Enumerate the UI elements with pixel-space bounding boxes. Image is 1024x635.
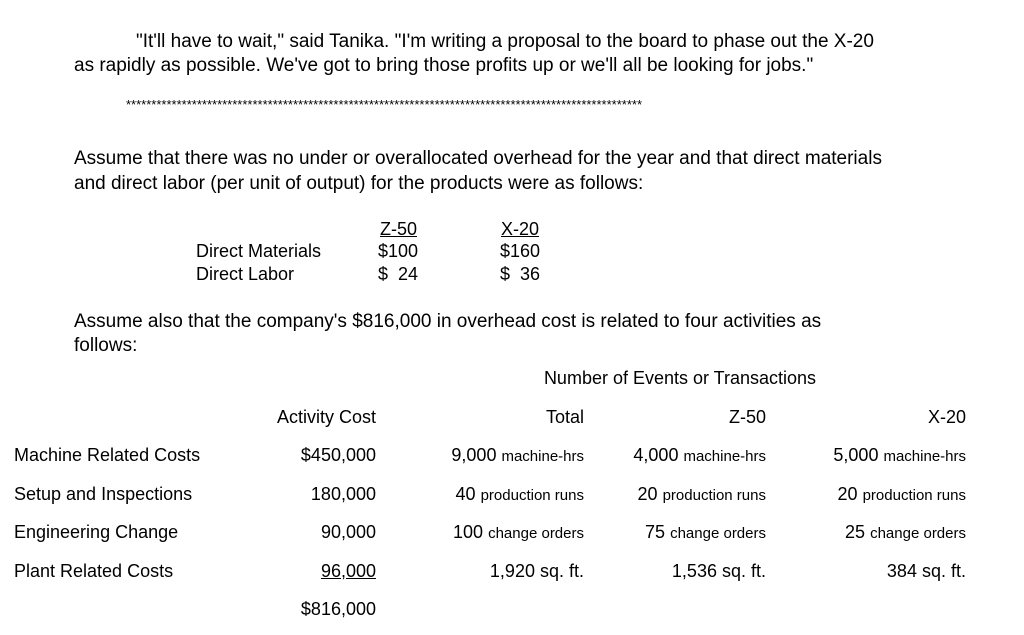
- total-unit: machine-hrs: [501, 448, 584, 465]
- row-label-plant: Plant Related Costs: [14, 561, 174, 581]
- direct-costs-header-x20: X-20: [501, 219, 540, 239]
- total-activity-cost: $816,000: [300, 599, 376, 619]
- row-x20-machine: [786, 444, 966, 468]
- direct-costs-header-z50: Z-50: [380, 219, 418, 239]
- z50-number: 75: [645, 522, 666, 542]
- row-cost-machine: $450,000: [300, 445, 376, 465]
- direct-labor-z50: $ 24: [378, 264, 419, 284]
- header-x20: X-20: [927, 407, 966, 427]
- row-z50-setup: [586, 483, 766, 507]
- row-cost-engineering: 90,000: [320, 522, 376, 542]
- separator: ******************************************************************************************************: [126, 97, 643, 112]
- assume-line-2: and direct labor (per unit of output) for the products were as follows:: [74, 173, 644, 194]
- row-cost-plant: 96,000: [320, 561, 376, 581]
- assume2-line-2: follows:: [74, 335, 138, 356]
- row-label-machine: Machine Related Costs: [14, 445, 201, 465]
- header-activity-cost: Activity Cost: [276, 407, 376, 427]
- row-x20-engineering: [786, 521, 966, 545]
- x20-number: 20: [837, 484, 858, 504]
- header-total: Total: [545, 407, 584, 427]
- x20-unit: production runs: [862, 487, 966, 504]
- quote-line-2: as rapidly as possible. We've got to bring those profits up or we'll all be looking for jobs.": [74, 55, 814, 76]
- row-label-engineering: Engineering Change: [14, 522, 179, 542]
- total-unit: change orders: [488, 525, 584, 542]
- x20-unit: change orders: [870, 525, 966, 542]
- row-z50-machine: [586, 444, 766, 468]
- row-z50-engineering: [586, 521, 766, 545]
- z50-unit: change orders: [670, 525, 766, 542]
- row-z50-plant: [586, 560, 766, 582]
- x20-unit: machine-hrs: [883, 448, 966, 465]
- quote-line-1: "It'll have to wait," said Tanika. "I'm writing a proposal to the board to phase out the X-20: [136, 31, 874, 52]
- header-z50: Z-50: [728, 407, 766, 427]
- z50-number: 20: [637, 484, 658, 504]
- direct-materials-x20: $160: [500, 241, 541, 261]
- row-x20-plant: [786, 560, 966, 582]
- row-total-plant: [404, 560, 584, 582]
- direct-labor-x20: $ 36: [500, 264, 541, 284]
- row-cost-setup: 180,000: [310, 484, 376, 504]
- direct-materials-z50: $100: [378, 241, 419, 261]
- row-total-machine: [404, 444, 584, 468]
- z50-unit: sq. ft.: [721, 561, 766, 581]
- x20-number: 5,000: [833, 445, 879, 465]
- x20-number: 384: [886, 561, 917, 581]
- x20-number: 25: [845, 522, 866, 542]
- events-group-header: Number of Events or Transactions: [543, 368, 817, 388]
- z50-unit: production runs: [662, 487, 766, 504]
- total-number: 40: [455, 484, 476, 504]
- z50-number: 4,000: [633, 445, 679, 465]
- row-total-setup: [404, 483, 584, 507]
- row-total-engineering: [404, 521, 584, 545]
- row-x20-setup: [786, 483, 966, 507]
- direct-materials-label: Direct Materials: [196, 241, 322, 261]
- z50-number: 1,536: [671, 561, 717, 581]
- total-unit: sq. ft.: [539, 561, 584, 581]
- assume2-line-1: Assume also that the company's $816,000 in overhead cost is related to four activities as: [74, 311, 822, 332]
- direct-labor-label: Direct Labor: [196, 264, 295, 284]
- total-number: 1,920: [489, 561, 535, 581]
- assume-line-1: Assume that there was no under or overallocated overhead for the year and that direct materials: [74, 148, 882, 169]
- row-label-setup: Setup and Inspections: [14, 484, 193, 504]
- total-number: 9,000: [451, 445, 497, 465]
- total-unit: production runs: [480, 487, 584, 504]
- x20-unit: sq. ft.: [921, 561, 966, 581]
- z50-unit: machine-hrs: [683, 448, 766, 465]
- total-number: 100: [453, 522, 484, 542]
